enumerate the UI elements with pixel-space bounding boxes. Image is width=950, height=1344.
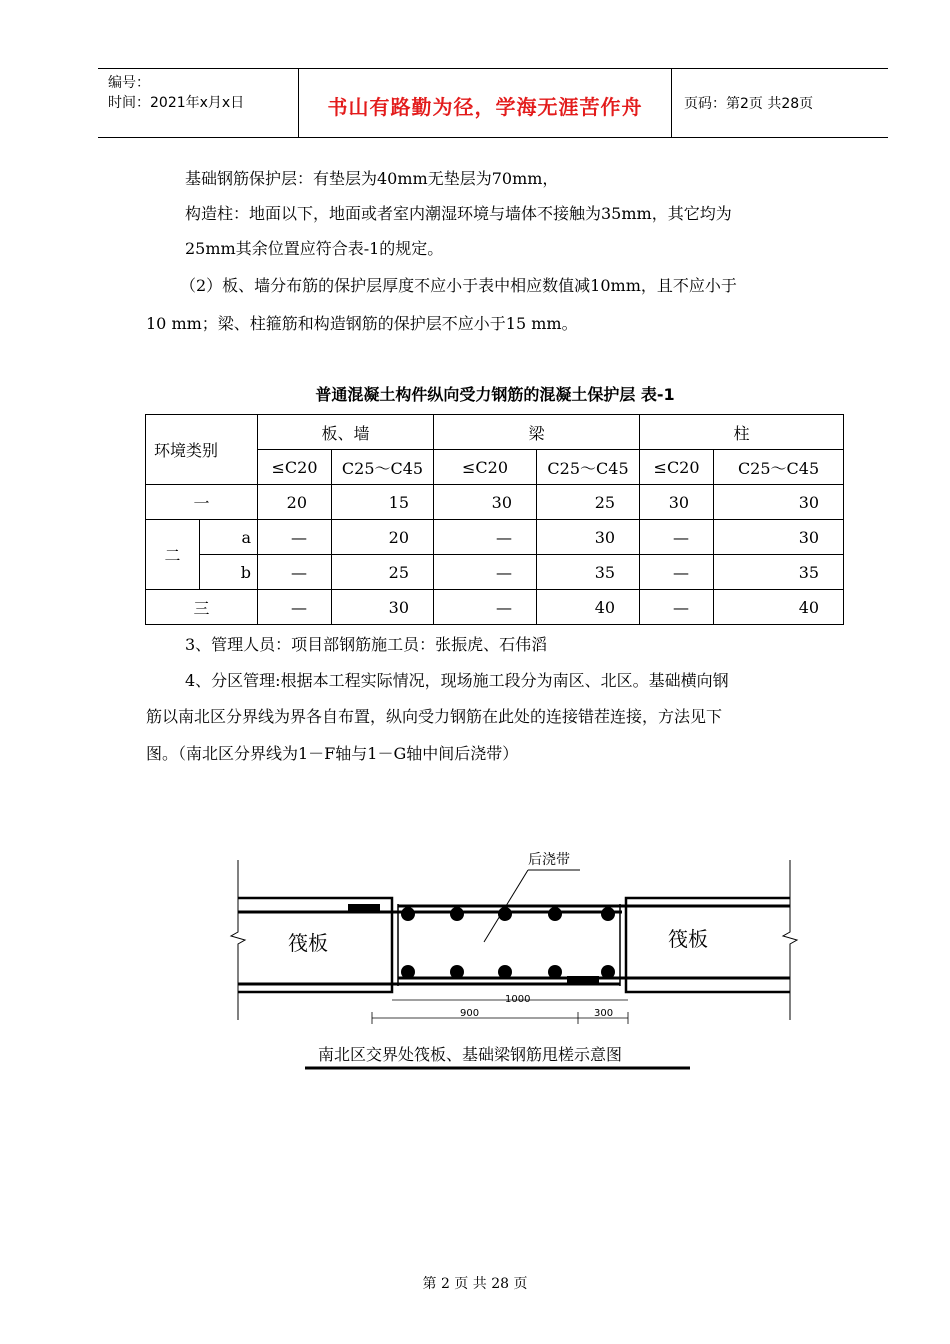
table-cell: 25 [537,485,640,520]
body-line-5: 10 mm；梁、柱箍筋和构造钢筋的保护层不应小于15 mm。 [146,314,578,333]
table-cell: 30 [714,485,844,520]
row-sublabel: a [200,520,258,555]
after-line-4: 图。（南北区分界线为1－F轴与1－G轴中间后浇带） [146,744,519,763]
break-line-right [783,860,797,1020]
doc-time-label: 时间：2021年x月x日 [108,95,245,111]
cover-table [145,414,844,625]
table-cell: — [434,590,537,625]
group-header: 梁 [434,415,640,450]
table-cell: — [434,520,537,555]
table-cell: 40 [537,590,640,625]
body-line-3: 25mm其余位置应符合表-1的规定。 [185,239,444,258]
group-header: 柱 [640,415,844,450]
table-cell: — [258,520,332,555]
table-cell: 40 [714,590,844,625]
body-line-2: 构造柱：地面以下，地面或者室内潮湿环境与墙体不接触为35mm，其它均为 [185,204,732,223]
table-cell: — [258,590,332,625]
table-cell: — [434,555,537,590]
header-left [108,73,244,113]
doc-code-label: 编号： [108,75,150,91]
subheader: C25～C45 [332,450,434,485]
table-cell: — [640,520,714,555]
subheader: ≤C20 [640,450,714,485]
table-cell: — [640,590,714,625]
subheader: ≤C20 [258,450,332,485]
table-cell: 35 [714,555,844,590]
subheader: ≤C20 [434,450,537,485]
dim-300: 300 [594,1008,614,1019]
row-label: 三 [146,590,258,625]
table-title: 普通混凝土构件纵向受力钢筋的混凝土保护层 表-1 [315,385,675,404]
dim-900: 900 [460,1008,480,1019]
table-cell: — [640,555,714,590]
page-footer: 第 2 页 共 28 页 [422,1276,528,1292]
after-line-3: 筋以南北区分界线为界各自布置，纵向受力钢筋在此处的连接错茬连接，方法见下 [146,707,723,726]
rebar-joint-diagram [0,840,950,1080]
table-row [146,590,844,625]
after-line-2: 4、分区管理:根据本工程实际情况，现场施工段分为南区、北区。基础横向钢 [185,671,729,690]
header-page-label: 页码：第2页 共28页 [684,96,814,112]
table-cell: — [258,555,332,590]
header-motto: 书山有路勤为径，学海无涯苦作舟 [327,95,643,119]
rebar-dots [401,907,615,979]
coupler-top [348,904,380,913]
table-cell: 30 [537,520,640,555]
after-line-1: 3、管理人员：项目部钢筋施工员：张振虎、石伟滔 [185,635,548,654]
table-row [146,555,844,590]
row-sublabel: b [200,555,258,590]
break-line-left [231,860,245,1020]
table-row [146,485,844,520]
row-label: 二 [146,520,200,590]
body-line-4: （2）板、墙分布筋的保护层厚度不应小于表中相应数值减10mm，且不应小于 [180,276,737,295]
header-divider [671,69,672,137]
label-right-slab: 筏板 [668,927,708,951]
table-cell: 30 [332,590,434,625]
table-header-row [146,415,844,450]
table-row [146,520,844,555]
dim-1000: 1000 [505,994,531,1005]
subheader: C25～C45 [714,450,844,485]
table-cell: 20 [258,485,332,520]
env-header: 环境类别 [146,415,258,485]
coupler-bottom [567,976,599,985]
table-cell: 25 [332,555,434,590]
subheader: C25～C45 [537,450,640,485]
table-cell: 30 [714,520,844,555]
label-left-slab: 筏板 [288,931,328,955]
table-cell: 15 [332,485,434,520]
table-cell: 30 [434,485,537,520]
table-cell: 20 [332,520,434,555]
body-line-1: 基础钢筋保护层：有垫层为40mm无垫层为70mm， [185,169,559,188]
table-cell: 35 [537,555,640,590]
row-label: 一 [146,485,258,520]
diagram-caption: 南北区交界处筏板、基础梁钢筋甩槎示意图 [318,1045,623,1064]
page-header [98,68,888,138]
table-cell: 30 [640,485,714,520]
group-header: 板、墙 [258,415,434,450]
label-houjiaodai: 后浇带 [528,852,570,868]
